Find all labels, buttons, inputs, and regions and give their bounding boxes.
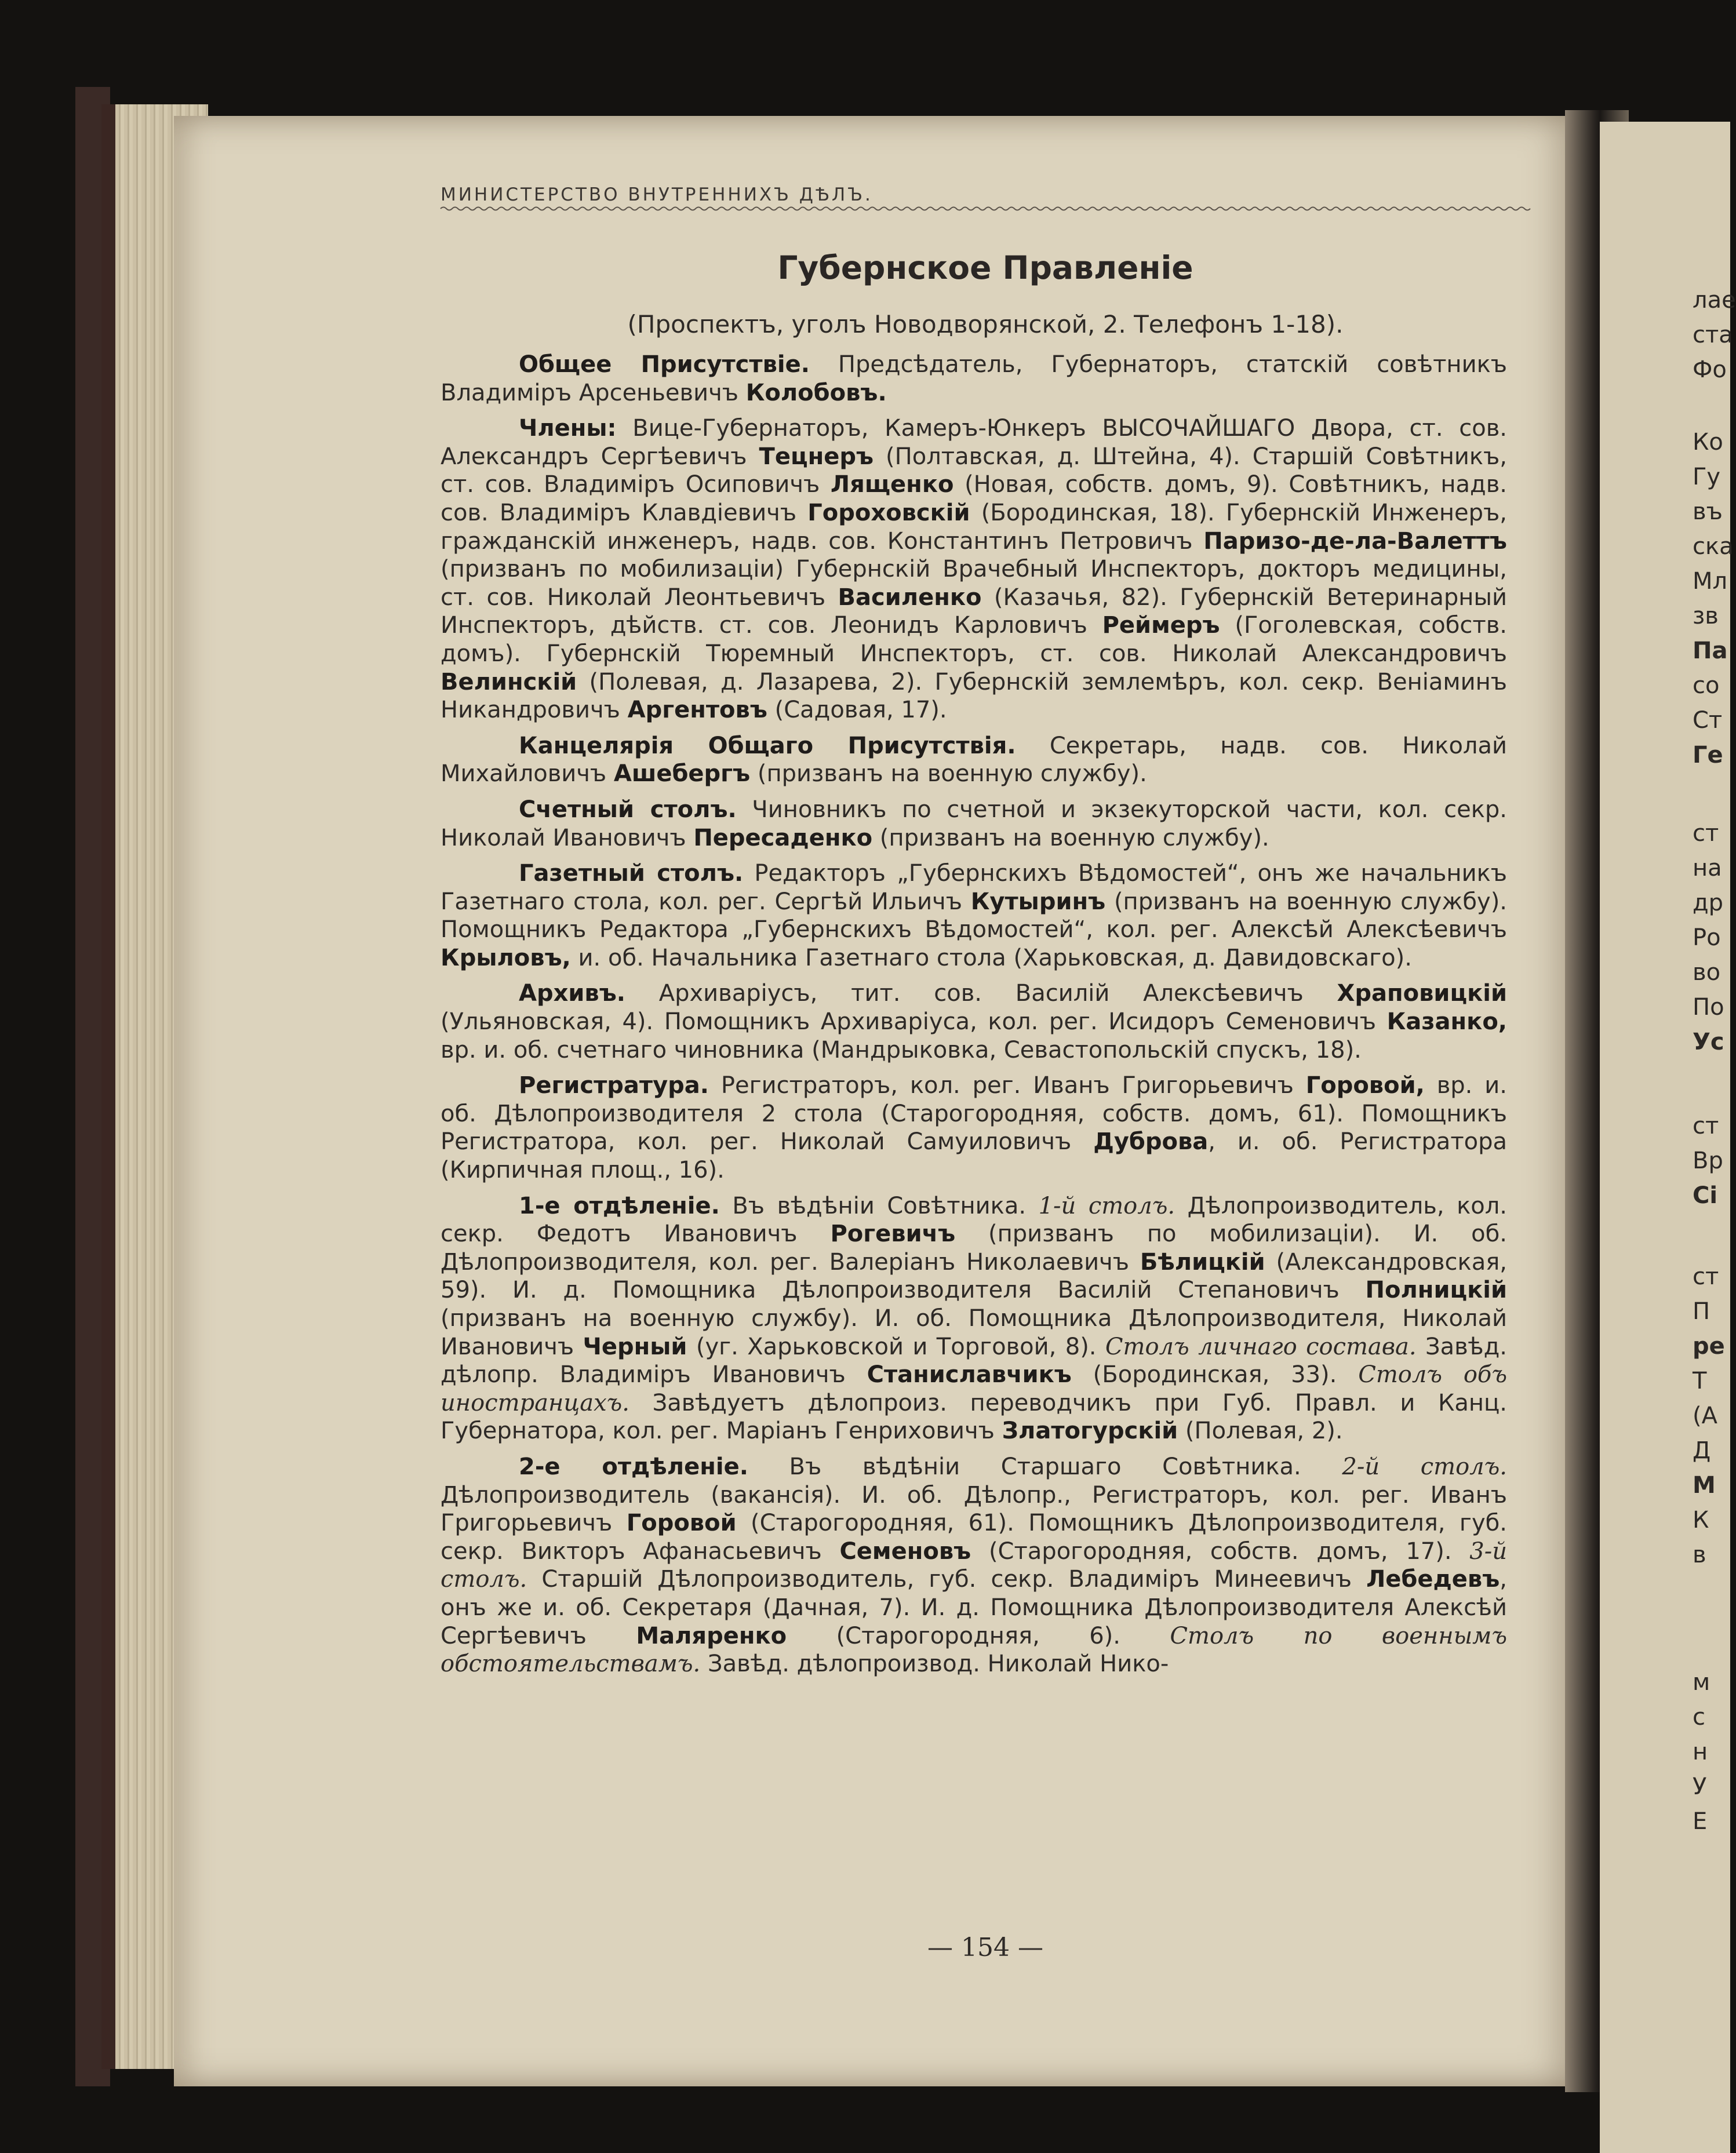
right-page-fragment: Гу [1693, 464, 1721, 490]
text-run: (уг. Харьковской и Торговой, 8). [687, 1333, 1105, 1360]
paragraph [441, 732, 1507, 788]
bold-run: 1-е отдѣленіе. [519, 1192, 720, 1219]
right-page-fragment: на [1693, 855, 1722, 881]
text-run: (Полевая, д. Лазарева, 2). Губернскій землемѣръ, кол. секр. Веніаминъ Никандровичъ [441, 668, 1507, 724]
right-page-fragment: н [1693, 1739, 1708, 1765]
right-page-fragment: М [1693, 1472, 1716, 1499]
bold-run: Кутыринъ [970, 888, 1106, 915]
text-run: и. об. Начальника Газетнаго стола (Харьковская, д. Давидовскаго). [570, 944, 1412, 971]
bold-run: Казанко, [1386, 1008, 1507, 1036]
right-page-fragment: Ге [1693, 742, 1723, 768]
bold-run: Реймеръ [1102, 612, 1220, 639]
text-run: Завѣдуетъ дѣлопроиз. переводчикъ при Губ. Правл. и Канц. Губернатора, кол. рег. Маріанъ Генриховичъ [441, 1389, 1507, 1445]
right-page-fragment: Сі [1693, 1182, 1718, 1209]
text-run: (Старогородняя, 6). [787, 1622, 1170, 1649]
italic-run: Столъ объ иностранцахъ. [441, 1361, 1507, 1416]
bold-run: Гороховскій [807, 499, 970, 526]
bold-run: Колобовъ. [745, 379, 887, 406]
text-run: Чиновникъ по счетной и экзекуторской части, кол. секр. Николай Ивановичъ [441, 796, 1507, 851]
text-run: Старшій Дѣлопроизводитель, губ. секр. Владиміръ Минеевичъ [527, 1566, 1367, 1593]
paragraph [441, 1453, 1507, 1678]
right-page-fragment: во [1693, 959, 1721, 986]
right-page-fragment: зв [1693, 603, 1719, 629]
right-page-fragment: лае [1693, 287, 1736, 314]
italic-run: 3-й столъ. [441, 1538, 1507, 1593]
paragraph [441, 1192, 1507, 1445]
text-run: (Гоголевская, собств. домъ). Губернскій Тюремный Инспекторъ, ст. сов. Николай Александровичъ [441, 612, 1507, 667]
text-run: Въ вѣдѣніи Совѣтника. [719, 1192, 1039, 1219]
bold-run: Велинскій [441, 668, 577, 695]
bold-run: Аргентовъ [627, 697, 767, 724]
text-run: (призванъ по мобилизаціи). И. об. Дѣлопроизводителя, кол. рег. Валеріанъ Николаевичъ [441, 1221, 1508, 1276]
right-page-fragment: со [1693, 672, 1720, 699]
right-page-fragment: Фо [1693, 356, 1727, 383]
text-run: вр. и. об. Дѣлопроизводителя 2 стола (Старогородняя, собств. домъ, 61). Помощникъ Регистратора, кол. рег. Николай Самуиловичъ [441, 1072, 1507, 1156]
right-page-fragment: Ус [1693, 1029, 1724, 1055]
right-page-fragment: в [1693, 1542, 1706, 1568]
right-page-fragment: м [1693, 1669, 1710, 1696]
paragraph [441, 351, 1507, 407]
right-page-fragment: Ро [1693, 924, 1721, 951]
italic-run: 2-й столъ. [1342, 1453, 1507, 1480]
bold-run: Полницкій [1365, 1277, 1507, 1304]
italic-run: Столъ по военнымъ обстоятельствамъ. [441, 1622, 1508, 1678]
section-address: (Проспектъ, уголъ Новодворянской, 2. Телефонъ 1-18). [627, 310, 1344, 338]
text-run: (Бородинская, 18). Губернскій Инженеръ, гражданскій инженеръ, надв. сов. Константинъ Петровичъ [441, 499, 1508, 555]
running-head: МИНИСТЕРСТВО ВНУТРЕННИХЪ ДѢЛЪ. [441, 184, 873, 205]
bold-run: Счетный столъ. [519, 796, 737, 823]
bold-run: Станиславчикъ [867, 1361, 1072, 1389]
bold-run: Паризо-де-ла-Валеттъ [1203, 527, 1507, 555]
text-run: (призванъ на военную службу). [872, 824, 1269, 851]
text-run: , и. об. Регистратора (Кирпичная площ., 16). [441, 1128, 1507, 1184]
bold-run: Семеновъ [839, 1538, 971, 1565]
bold-run: 2-е отдѣленіе. [519, 1453, 748, 1480]
text-run: Дѣлопроизводитель, кол. секр. Федотъ Ивановичъ [441, 1192, 1507, 1248]
section-title: Губернское Правленіе [777, 249, 1193, 286]
bold-run: Архивъ. [519, 980, 625, 1007]
text-run: Вице-Губернаторъ, Камеръ-Юнкеръ ВЫСОЧАЙШАГО Двора, ст. сов. Александръ Сергѣевичъ [441, 415, 1507, 470]
bold-run: Храповицкій [1337, 980, 1507, 1007]
right-page-fragment: ре [1693, 1333, 1725, 1360]
right-page-fragment: Вр [1693, 1147, 1723, 1174]
right-page-fragment: Мл [1693, 568, 1728, 595]
bold-run: Ашебергъ [613, 760, 751, 788]
text-run: (Старогородняя, собств. домъ, 17). [971, 1538, 1470, 1565]
bold-run: Члены: [519, 415, 617, 442]
right-page-fragment: По [1693, 994, 1724, 1021]
bold-run: Крыловъ, [441, 944, 571, 971]
paragraph [441, 796, 1507, 852]
bold-run: Тецнеръ [759, 443, 874, 470]
right-page-fragment: ска [1693, 533, 1734, 560]
right-page-fragment: Е [1693, 1808, 1708, 1835]
italic-run: 1-й столъ. [1038, 1192, 1175, 1219]
text-run: (Бородинская, 33). [1071, 1361, 1359, 1389]
right-page-fragment: ст [1693, 1113, 1719, 1139]
right-page-fragment: въ [1693, 498, 1723, 525]
paragraph [441, 979, 1507, 1064]
text-run: вр. и. об. счетнаго чиновника (Мандрыковка, Севастопольскій спускъ, 18). [441, 1036, 1362, 1063]
text-run: Дѣлопроизводитель (вакансія). И. об. Дѣлопр., Регистраторъ, кол. рег. Иванъ Григорьевичъ [441, 1481, 1507, 1537]
right-page-fragment: Ко [1693, 429, 1723, 456]
text-run: Секретарь, надв. сов. Николай Михайловичъ [441, 732, 1507, 788]
bold-run: Лященко [830, 471, 954, 498]
header-wavy-rule [441, 206, 1530, 212]
body-text [441, 351, 1507, 1686]
bold-run: Газетный столъ. [519, 860, 744, 887]
text-run: (призванъ по мобилизаціи) Губернскій Врачебный Инспекторъ, докторъ медицины, ст. сов. Николай Леонтьевичъ [441, 556, 1507, 611]
bold-run: Василенко [838, 584, 982, 611]
italic-run: Столъ личнаго состава. [1105, 1333, 1417, 1360]
text-run: , онъ же и. об. Секретаря (Дачная, 7). И. д. Помощника Дѣлопроизводителя Алексѣй Сергѣевичъ [441, 1566, 1507, 1649]
right-page-fragment: Д [1693, 1437, 1711, 1464]
right-page-fragment: П [1693, 1298, 1710, 1325]
page-number: — 154 — [927, 1933, 1043, 1962]
right-page-fragment: др [1693, 890, 1724, 916]
bold-run: Горовой [626, 1510, 737, 1537]
right-page-fragment: ст [1693, 1263, 1719, 1290]
text-run: (Новая, собств. домъ, 9). Совѣтникъ, надв. сов. Владиміръ Клавдіевичъ [441, 471, 1508, 526]
right-page-fragment: (А [1693, 1402, 1717, 1429]
text-run: (Казачья, 82). Губернскій Ветеринарный Инспекторъ, дѣйств. ст. сов. Леонидъ Карловичъ [441, 584, 1507, 639]
text-run: (Полтавская, д. Штейна, 4). Старшій Совѣтникъ, ст. сов. Владиміръ Осиповичъ [441, 443, 1507, 498]
text-run: (Александровская, 59). И. д. Помощника Дѣлопроизводителя Василій Степановичъ [441, 1248, 1507, 1304]
bold-run: Рогевичъ [830, 1221, 956, 1248]
bold-run: Черный [583, 1333, 687, 1360]
text-run: Предсѣдатель, Губернаторъ, статскій совѣтникъ Владиміръ Арсеньевичъ [441, 351, 1507, 406]
bold-run: Златогурскій [1002, 1418, 1178, 1445]
right-page-fragment: Т [1693, 1368, 1707, 1394]
bold-run: Общее Присутствіе. [519, 351, 810, 378]
text-run: (Полевая, 2). [1178, 1418, 1343, 1445]
right-page-fragment: К [1693, 1507, 1709, 1533]
bold-run: Бѣлицкій [1140, 1248, 1265, 1276]
right-page-fragment: ста [1693, 322, 1733, 348]
text-run: (призванъ на военную службу). [750, 760, 1147, 788]
paragraph [441, 859, 1507, 972]
bold-run: Канцелярія Общаго Присутствія. [519, 732, 1016, 759]
right-page-fragment: Па [1693, 637, 1728, 664]
text-run: (Садовая, 17). [767, 697, 947, 724]
bold-run: Пересаденко [693, 824, 873, 851]
text-run: Редакторъ „Губернскихъ Вѣдомостей“, онъ же начальникъ Газетнаго стола, кол. рег. Сергѣй Ильичъ [441, 860, 1507, 915]
text-run: Въ вѣдѣніи Старшаго Совѣтника. [748, 1453, 1342, 1480]
bold-run: Дуброва [1093, 1128, 1209, 1156]
text-run: (Ульяновская, 4). Помощникъ Архиваріуса, кол. рег. Исидоръ Семеновичъ [441, 1008, 1387, 1036]
text-run: (призванъ на военную службу). Помощникъ Редактора „Губернскихъ Вѣдомостей“, кол. рег. Алексѣй Алексѣевичъ [441, 888, 1508, 943]
bold-run: Маляренко [636, 1622, 787, 1649]
paragraph [441, 414, 1507, 724]
text-run: (Старогородняя, 61). Помощникъ Дѣлопроизводителя, губ. секр. Викторъ Афанасьевичъ [441, 1510, 1507, 1565]
bold-run: Лебедевъ [1366, 1566, 1500, 1593]
right-page-fragment: с [1693, 1704, 1705, 1731]
bold-run: Горовой, [1305, 1072, 1425, 1099]
bold-run: Регистратура. [519, 1072, 709, 1099]
text-run: (призванъ на военную службу). И. об. Помощника Дѣлопроизводителя, Николай Ивановичъ [441, 1305, 1507, 1360]
paragraph [441, 1072, 1507, 1184]
right-page-fragment: Ст [1693, 707, 1723, 734]
right-page-fragment: ст [1693, 820, 1719, 847]
right-page-fragment: У [1693, 1773, 1707, 1800]
text-run: Архиваріусъ, тит. сов. Василій Алексѣевичъ [625, 980, 1337, 1007]
text-run: Регистраторъ, кол. рег. Иванъ Григорьевичъ [708, 1072, 1306, 1099]
text-run: Завѣд. дѣлопр. Владиміръ Ивановичъ [441, 1333, 1507, 1389]
text-run: Завѣд. дѣлопроизвод. Николай Нико- [700, 1651, 1169, 1678]
